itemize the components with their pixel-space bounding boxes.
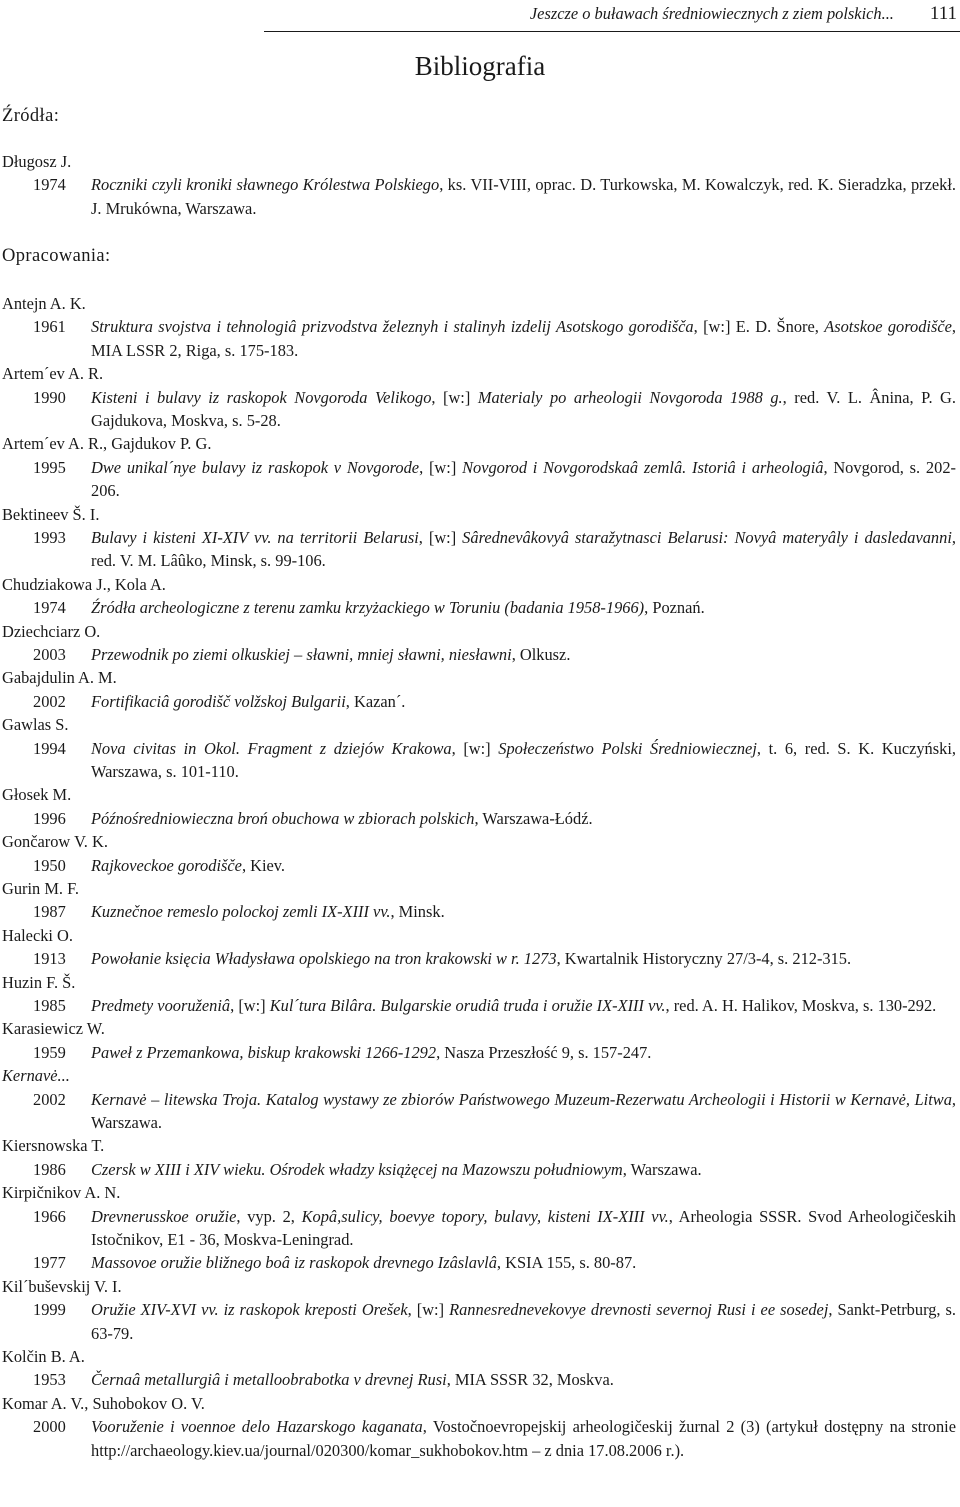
entry-description [91,1251,956,1274]
entry-work [0,1415,958,1462]
work-title: Novgorod i Novgorodskaâ zemlâ. Istoriâ i arheologiâ [462,457,824,477]
bib-entry [0,783,958,830]
entry-description [91,737,956,784]
entry-author: Chudziakowa J., Kola A. [2,574,166,594]
entry-year: 1959 [33,1042,66,1062]
entry-year: 1995 [33,457,66,477]
entry-description [91,643,956,666]
work-title: Černaâ metallurgiâ i metalloobrabotka v drevnej Rusi [91,1370,447,1390]
entry-work [0,1251,958,1274]
work-title: Predmety vooruženiâ [91,995,231,1015]
entry-work [0,456,958,503]
entry-author: Bektineev Š. I. [2,504,100,524]
work-details: , vyp. 2, [236,1206,302,1226]
entry-year: 1966 [33,1206,66,1226]
work-details: , Minsk. [390,902,445,922]
work-details: , [w:] [230,995,270,1015]
entry-description [91,1088,956,1135]
work-details: , red. A. H. Halikov, Moskva, s. 130-292. [665,995,937,1015]
entry-author: Kernavė... [2,1066,70,1086]
entry-description [91,173,956,220]
bib-entry [0,1064,958,1134]
work-title: Drevnerusskoe oružie [91,1206,237,1226]
entry-work [0,854,958,877]
bib-entry [0,432,958,502]
entry-year: 2002 [33,1089,66,1109]
entry-year: 1993 [33,528,66,547]
bib-entry [0,971,958,1018]
work-details: , Kwartalnik Historyczny 27/3-4, s. 212-315. [556,949,852,969]
bib-entry [0,713,958,783]
entry-year: 1913 [33,949,66,969]
entry-year: 1996 [33,808,66,828]
work-title: Kuznečnoe remeslo polockoj zemli IX-XIII vv. [91,902,391,922]
work-details: , MIA LSSR 2, Riga, s. 175-183. [91,317,956,360]
entry-work [0,1158,958,1181]
entry-year: 1961 [33,317,66,337]
entry-author: Artem´ev A. R. [2,364,104,384]
bib-entry [0,503,958,573]
work-details: , [w:] [419,457,463,477]
work-title: Materialy po arheologii Novgoroda 1988 g. [477,387,783,407]
entry-author: Halecki O. [2,925,73,945]
entry-work [0,807,958,830]
entry-description [91,1205,956,1252]
entry-author: Komar A. V., Suhobokov O. V. [2,1393,205,1413]
work-details: , Sankt-Petrburg, s. 63-79. [91,1300,957,1343]
entry-author: Kolčin B. A. [2,1347,85,1366]
entry-author: Gabajdulin A. M. [2,668,117,688]
running-head [0,3,957,27]
bib-entry [0,150,958,220]
entry-description [91,690,956,713]
entry-year: 1990 [33,387,66,407]
bib-entry [0,620,958,667]
bib-entry [0,666,958,713]
entry-author: Dziechciarz O. [2,621,101,641]
entry-work [0,900,958,923]
work-details: , KSIA 155, s. 80-87. [496,1253,637,1273]
entry-description [91,947,956,970]
work-title: Źródła archeologiczne z terenu zamku krzyżackiego w Toruniu (badania 1958-1966) [91,598,645,618]
entry-work [0,1088,958,1135]
entry-work [0,737,958,784]
bib-entry [0,1275,958,1345]
work-details: , [w:] [418,528,463,547]
bib-entry [0,1181,958,1275]
entry-description [91,1368,956,1391]
work-title: Rannesrednevekovye drevnosti severnoj Rusi i ee sosedej [449,1300,829,1320]
entry-description [91,1041,956,1064]
work-details: , red. V. M. Lâûko, Minsk, s. 99-106. [91,528,956,571]
work-title: Dwe unikal´nye bulavy iz raskopok v Novgorode [91,457,420,477]
entry-work [0,1205,958,1252]
entry-description [91,596,956,619]
work-details: , Kiev. [241,855,286,875]
entry-author: Karasiewicz W. [2,1019,105,1039]
entry-year: 1987 [33,902,66,922]
work-title: Kernavė – litewska Troja. Katalog wystawy ze zbiorów Państwowego Muzeum-Rezerwatu Archeologii i Historii w Kernavė, Litwa [91,1089,952,1109]
entry-author: Antejn A. K. [2,294,86,313]
entry-author: Gawlas S. [2,715,69,735]
bib-entry [0,573,958,620]
entry-year: 1986 [33,1159,66,1179]
work-details: , red. V. L. Ânina, P. G. Gajdukova, Moskva, s. 5-28. [91,387,956,430]
entry-description [91,854,956,877]
studies-heading: Opracowania: [2,246,111,266]
work-title: Roczniki czyli kroniki sławnego Królestwa Polskiego [91,175,440,195]
entry-year: 1994 [33,738,66,758]
bibliography-title: Bibliografia [414,51,546,81]
entry-work [0,173,958,220]
entry-year: 2000 [33,1417,66,1437]
work-title: Kul´tura Bilâra. Bulgarskie orudiâ truda i oružie IX-XIII vv. [269,995,666,1015]
bib-entry [0,877,958,924]
entry-work [0,994,958,1017]
work-title: Asotskoe gorodišče [824,317,952,337]
entry-year: 1985 [33,995,66,1015]
work-title: Społeczeństwo Polski Średniowiecznej [498,738,757,758]
entry-work [0,1041,958,1064]
work-title: Sârednevâkovyâ staražytnasci Belarusi: Novyâ materyâly i dasledavanni [462,528,952,547]
entry-author: Długosz J. [2,152,72,171]
work-details: , Arheologia SSSR. Svod Arheologičeskih Istočnikov, E1 - 36, Moskva-Leningrad. [91,1206,956,1249]
work-title: Massovoe oružie bližnego boâ iz raskopok drevnego Izâslavlâ [91,1253,497,1273]
entry-work [0,690,958,713]
page-number: 111 [929,3,957,24]
sources-list [0,150,958,220]
entry-work [0,596,958,619]
entry-year: 1974 [33,175,66,195]
bib-entry [0,830,958,877]
entry-work [0,526,958,573]
entry-author: Gončarow V. K. [2,832,108,852]
entry-author: Głosek M. [2,785,72,805]
work-title: Vooruženie i voennoe delo Hazarskogo kaganata [91,1417,423,1437]
entry-work [0,1298,958,1345]
entry-description [91,386,956,433]
work-details: , Warszawa. [622,1159,702,1179]
bib-entry [0,1392,958,1462]
work-title: Oružie XIV-XVI vv. iz raskopok kreposti Orešek [91,1300,408,1320]
work-title: Przewodnik po ziemi olkuskiej – sławni, mniej sławni, niesławni [91,645,512,664]
work-title: Nova civitas in Okol. Fragment z dziejów Krakowa [91,738,452,758]
entry-work [0,947,958,970]
work-details: , [w:] [407,1300,450,1320]
work-title: Bulavy i kisteni XI-XIV vv. na territorii Belarusi [91,528,419,547]
bib-entry [0,1134,958,1181]
work-title: Kopâ,sulicy, boevye topory, bulavy, kisteni IX-XIII vv. [301,1206,669,1226]
running-title: Jeszcze o buławach średniowiecznych z ziem polskich... [529,4,894,23]
entry-description [91,994,956,1017]
work-details: , ks. VII-VIII, oprac. D. Turkowska, M. Kowalczyk, red. K. Sieradzka, przekł. J. Mrukówna, Warszawa. [91,175,956,218]
entry-work [0,315,958,362]
bib-entry [0,292,958,362]
work-title: Czersk w XIII i XIV wieku. Ośrodek władzy książęcej na Mazowszu południowym [91,1159,623,1179]
entry-description [91,526,956,573]
work-details: , [w:] [451,738,499,758]
entry-author: Kil´buševskij V. I. [2,1276,122,1296]
entry-year: 2003 [33,645,66,664]
entry-description [91,1415,956,1462]
entry-year: 1950 [33,855,66,875]
work-details: , t. 6, red. S. K. Kuczyński, Warszawa, s. 101-110. [91,738,956,781]
work-details: , Novgorod, s. 202-206. [91,457,956,501]
work-title: Struktura svojstva i tehnologiâ prizvodstva železnyh i stalinyh izdelij Asotskogo gorodišča [91,317,694,337]
work-details: , Olkusz. [511,645,571,664]
bib-entry [0,362,958,432]
entry-author: Kirpičnikov A. N. [2,1183,121,1203]
entry-author: Huzin F. Š. [2,972,76,992]
bib-entry [0,1017,958,1064]
work-details: , Poznań. [644,598,705,618]
entry-author: Artem´ev A. R., Gajdukov P. G. [2,434,212,454]
work-details: , Kazan´. [345,691,406,711]
work-details: , [w:] [431,387,478,407]
entry-work [0,643,958,666]
work-title: Kisteni i bulavy iz raskopok Novgoroda Velikogo [91,387,432,407]
studies-list [0,292,958,1462]
entry-description [91,900,956,923]
work-title: Paweł z Przemankowa, biskup krakowski 1266-1292 [91,1042,437,1062]
work-title: Fortifikaciâ gorodišč volžskoj Bulgarii [91,691,346,711]
entry-description [91,807,956,830]
entry-description [91,315,956,362]
entry-year: 1999 [33,1300,66,1320]
work-title: Powołanie księcia Władysława opolskiego na tron krakowski w r. 1273 [91,949,557,969]
entry-work [0,1368,958,1391]
bib-entry [0,1345,958,1392]
sources-heading: Źródła: [2,106,60,126]
work-details: , Nasza Przeszłość 9, s. 157-247. [436,1042,652,1062]
entry-description [91,456,956,503]
entry-description [91,1158,956,1181]
entry-year: 1974 [33,598,66,618]
bib-entry [0,924,958,971]
entry-year: 1977 [33,1253,66,1273]
work-title: Rajkoveckoe gorodišče [91,855,242,875]
header-rule [264,31,960,32]
work-details: , [w:] E. D. Šnore, [693,317,825,337]
work-details: , MIA SSSR 32, Moskva. [446,1370,614,1390]
work-details: , Warszawa. [91,1089,956,1132]
entry-author: Kiersnowska T. [2,1136,105,1156]
entry-description [91,1298,956,1345]
entry-author: Gurin M. F. [2,879,80,898]
work-title: Późnośredniowieczna broń obuchowa w zbiorach polskich [91,808,475,828]
work-details: , Warszawa-Łódź. [474,808,593,828]
work-details: , Vostočnoevropejskij arheologičeskij žurnal 2 (3) (artykuł dostępny na stronie http://archaeology.kiev.ua/journal/020300/komar_sukhobokov.htm – z dnia 17.08.2006 r.). [91,1417,956,1460]
entry-year: 2002 [33,691,66,711]
entry-work [0,386,958,433]
entry-year: 1953 [33,1370,66,1390]
